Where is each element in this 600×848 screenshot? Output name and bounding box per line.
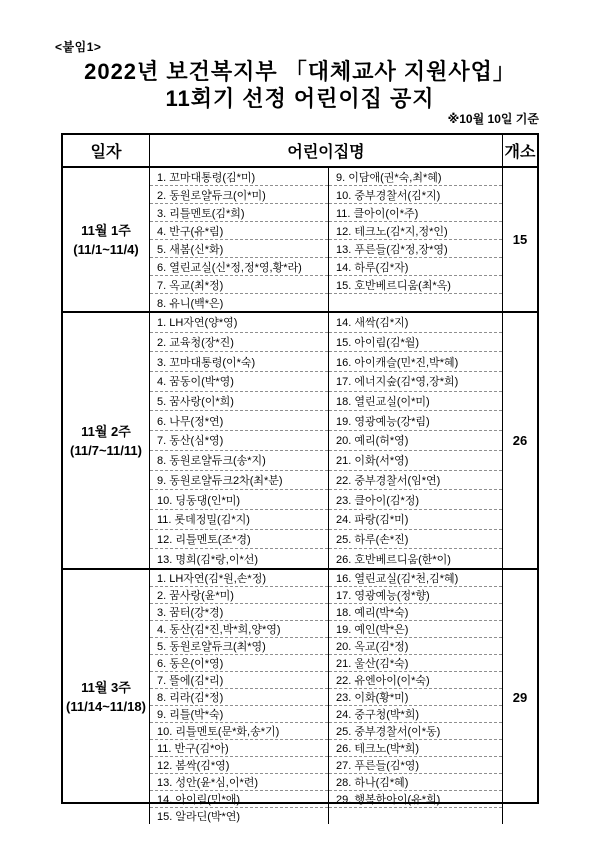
- center-entry: 9. 이담애(권*숙,최*혜): [329, 168, 502, 186]
- center-entry: 9. 리틀(박*숙): [150, 706, 328, 723]
- center-entry: 5. 꿈사랑(이*희): [150, 392, 328, 412]
- center-entry: 24. 중구청(박*희): [329, 706, 502, 723]
- center-entry: 11. 롯데정밀(김*지): [150, 510, 328, 530]
- center-entry: 25. 하루(손*진): [329, 530, 502, 550]
- center-entry: 10. 딩동댕(인*미): [150, 490, 328, 510]
- center-entry: 13. 푸른들(김*정,장*영): [329, 240, 502, 258]
- reference-date-note: ※10월 10일 기준: [447, 112, 539, 126]
- name-column-right: [329, 313, 503, 568]
- date-range-label: (11/14~11/18): [66, 699, 146, 714]
- center-entry: 2. 교육청(장*진): [150, 333, 328, 353]
- page-title: [0, 58, 600, 112]
- center-entry: 2. 꿈사랑(윤*미): [150, 587, 328, 604]
- date-range-label: (11/7~11/11): [70, 442, 142, 458]
- center-entry: 8. 리라(김*정): [150, 689, 328, 706]
- table-body: [63, 168, 537, 823]
- center-entry: 4. 반구(유*림): [150, 222, 328, 240]
- attachment-label: <붙임1>: [55, 40, 102, 54]
- center-entry: 25. 중부경찰서(이*동): [329, 723, 502, 740]
- date-cell: [63, 313, 150, 568]
- date-cell: [63, 168, 150, 311]
- center-entry: 26. 호반베르디움(한*이): [336, 553, 451, 566]
- center-entry: 1. LH자연(김*원,손*정): [150, 570, 328, 587]
- page-title-line1: 2022년 보건복지부 「대체교사 지원사업」: [84, 59, 516, 84]
- date-cell: [63, 570, 150, 824]
- center-entry: 5. 새봄(신*화): [150, 240, 328, 258]
- center-entry: 19. 영광예능(강*림): [329, 411, 502, 431]
- center-entry: 1. 꼬마대통령(김*미): [150, 168, 328, 186]
- center-entry: 13. 명희(김*랑,이*선): [157, 553, 259, 566]
- center-entry: 18. 예리(박*숙): [329, 604, 502, 621]
- date-week-label: 11월 2주: [81, 423, 131, 439]
- center-entry: 26. 테크노(박*희): [329, 740, 502, 757]
- page-title-line2: 11회기 선정 어린이집 공지: [165, 86, 435, 111]
- center-entry: 23. 클아이(김*정): [329, 490, 502, 510]
- week-row: [63, 570, 537, 823]
- count-cell: 29: [512, 689, 528, 705]
- childcare-table: [61, 133, 539, 823]
- center-entry: 5. 동원로얄듀크(최*영): [150, 638, 328, 655]
- center-entry: 12. 리틀멘토(조*경): [150, 530, 328, 550]
- center-entry: 11. 클아이(이*주): [329, 204, 502, 222]
- center-entry: 9. 동원로얄듀크2차(최*분): [150, 471, 328, 491]
- center-entry: 8. 유니(백*은): [157, 297, 224, 310]
- name-column-right: [329, 570, 503, 824]
- center-entry: [329, 294, 502, 311]
- center-entry: 10. 리틀멘토(문*화,송*기): [150, 723, 328, 740]
- center-entry: 17. 에너지숲(김*영,장*희): [329, 372, 502, 392]
- center-entry: 2. 동원로얄듀크(이*미): [150, 186, 328, 204]
- center-entry: 23. 이화(황*미): [329, 689, 502, 706]
- center-entry: 7. 옥교(최*정): [150, 276, 328, 294]
- column-header-date: 일자: [63, 135, 150, 166]
- count-cell: 26: [512, 433, 528, 448]
- date-week-label: 11월 3주: [81, 680, 131, 695]
- table-header-row: [63, 135, 537, 168]
- name-column-right: [329, 168, 503, 311]
- center-entry: 29. 행복한아이(유*희): [329, 791, 502, 808]
- name-column-left: [150, 313, 329, 568]
- center-entry: 21. 이화(서*영): [329, 451, 502, 471]
- center-entry: 1. LH자연(양*영): [150, 313, 328, 333]
- center-entry: 27. 푸른들(김*영): [329, 757, 502, 774]
- center-entry: 14. 새싹(김*지): [329, 313, 502, 333]
- count-cell: 15: [512, 232, 528, 247]
- center-entry: 19. 예인(박*은): [329, 621, 502, 638]
- center-entry: 6. 동은(이*영): [150, 655, 328, 672]
- week-row: [63, 313, 537, 570]
- center-entry: 16. 아이캐슬(민*진,박*혜): [329, 352, 502, 372]
- center-entry: 14. 하루(김*자): [329, 258, 502, 276]
- center-entry: 14. 아이림(민*애): [150, 791, 328, 808]
- date-week-label: 11월 1주: [81, 222, 131, 238]
- center-entry: 10. 중부경찰서(김*지): [329, 186, 502, 204]
- center-entry: 3. 리틀멘토(김*희): [150, 204, 328, 222]
- center-entry: 13. 성안(윤*심,이*련): [150, 774, 328, 791]
- center-entry: 22. 유엔아이(이*숙): [329, 672, 502, 689]
- center-entry: 24. 파랑(김*미): [329, 510, 502, 530]
- center-entry: 8. 동원로얄듀크(송*지): [150, 451, 328, 471]
- date-range-label: (11/1~11/4): [73, 241, 139, 257]
- column-header-count: 개소: [504, 144, 536, 161]
- center-entry: 20. 예리(허*영): [329, 431, 502, 451]
- center-entry: 21. 울산(김*숙): [329, 655, 502, 672]
- name-column-left: [150, 570, 329, 824]
- center-entry: 6. 나무(정*연): [150, 411, 328, 431]
- center-entry: 12. 테크노(김*지,정*인): [329, 222, 502, 240]
- center-entry: 28. 하나(김*혜): [329, 774, 502, 791]
- center-entry: [329, 808, 502, 824]
- center-entry: 18. 열린교실(이*미): [329, 392, 502, 412]
- center-entry: 4. 꿈동이(박*영): [150, 372, 328, 392]
- center-entry: 17. 영광예능(정*향): [329, 587, 502, 604]
- center-entry: 3. 꿈터(강*경): [150, 604, 328, 621]
- center-entry: 11. 반구(김*아): [150, 740, 328, 757]
- center-entry: 20. 옥교(김*정): [329, 638, 502, 655]
- center-entry: 7. 뜰에(김*리): [150, 672, 328, 689]
- center-entry: 15. 호반베르디움(최*옥): [329, 276, 502, 294]
- center-entry: 4. 동산(김*진,박*희,양*영): [150, 621, 328, 638]
- center-entry: 22. 중부경찰서(임*연): [329, 471, 502, 491]
- column-header-name: 어린이집명: [150, 135, 503, 166]
- center-entry: 16. 열린교실(김*천,김*혜): [329, 570, 502, 587]
- week-row: [63, 168, 537, 313]
- center-entry: 6. 열린교실(신*정,정*영,황*라): [150, 258, 328, 276]
- name-column-left: [150, 168, 329, 311]
- center-entry: 12. 봄싹(김*영): [150, 757, 328, 774]
- center-entry: 15. 아이림(김*월): [329, 333, 502, 353]
- center-entry: 3. 꼬마대통령(이*숙): [150, 352, 328, 372]
- center-entry: 7. 동산(심*영): [150, 431, 328, 451]
- center-entry: 15. 알라딘(박*연): [157, 811, 241, 823]
